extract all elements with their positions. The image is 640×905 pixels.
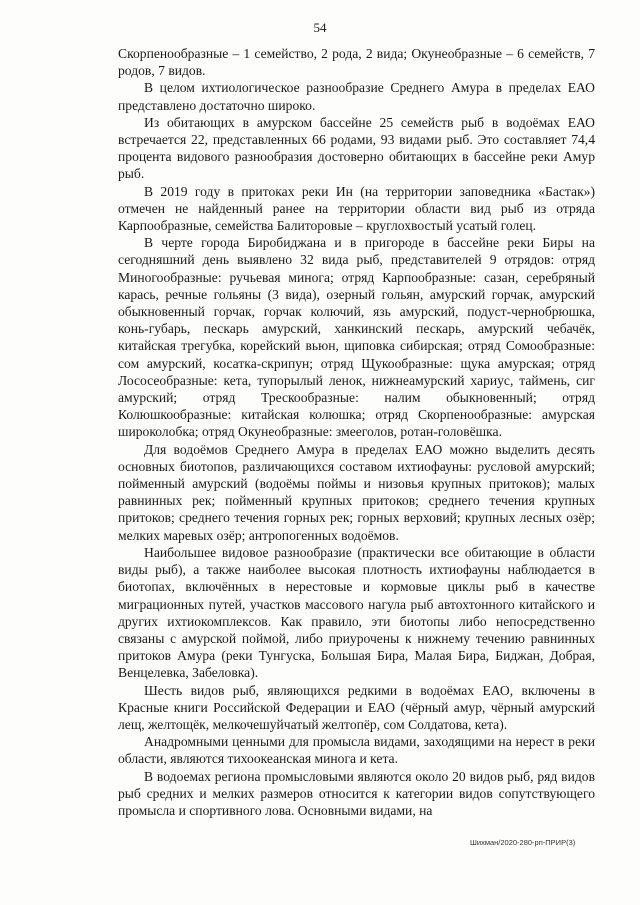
page-number: 54 (313, 20, 327, 35)
paragraph: В 2019 году в притоках реки Ин (на территории заповедника «Бастак») отмечен не найденный ранее на территории области вид рыб из отряда Карпообразные, семейства Балиторовые – круглохвостый усатый голец. (118, 183, 595, 234)
paragraph: Наибольшее видовое разнообразие (практически все обитающие в области виды рыб), а также наиболее высокая плотность ихтиофауны наблюдается в биотопах, включённых в нерестовые и кормовые циклы рыб в качестве миграционных путей, участков массового нагула рыб автохтонного китайского и других ихтиокомплексов. Как правило, эти биотопы либо непосредственно связаны с амурской поймой, либо приурочены к нижнему течению равнинных притоков Амура (реки Тунгуска, Большая Бира, Малая Бира, Биджан, Добрая, Венцелевка, Забеловка). (118, 544, 595, 681)
paragraph: Шесть видов рыб, являющихся редкими в водоёмах ЕАО, включены в Красные книги Российской Федерации и ЕАО (чёрный амур, чёрный амурский лещ, желтощёк, мелкочешуйчатый желтопёр, сом Солдатова, кета). (118, 682, 595, 732)
document-reference-code: Шихман/2020-280-рп-ПРИР(3) (470, 838, 576, 847)
paragraph: Для водоёмов Среднего Амура в пределах ЕАО можно выделить десять основных биотопов, различающихся составом ихтиофауны: русловой амурский; пойменный амурский (водоёмы поймы и низовья крупных притоков); малых равнинных рек; пойменный крупных притоков; среднего течения крупных притоков; среднего течения горных рек; горных верховий; крупных лесных озёр; мелких маревых озёр; антропогенных водоёмов. (118, 441, 595, 543)
paragraph: Скорпенообразные – 1 семейство, 2 рода, 2 вида; Окунеобразные – 6 семейств, 7 родов, 7 видов. (118, 46, 595, 79)
paragraph: Анадромными ценными для промысла видами, заходящими на нерест в реки области, являются тихоокеанская минога и кета. (118, 734, 595, 767)
paragraph: В водоемах региона промысловыми являются около 20 видов рыб, ряд видов рыб средних и мелких размеров относится к категории видов сопутствующего промысла и спортивного лова. Основными видами, на (118, 768, 595, 818)
document-body (118, 45, 595, 819)
paragraph: Из обитающих в амурском бассейне 25 семейств рыб в водоёмах ЕАО встречается 22, представленных 66 родами, 93 видами рыб. Это составляет 74,4 процента видового разнообразия достоверно обитающих в бассейне реки Амур рыб. (118, 114, 595, 182)
paragraph: В черте города Биробиджана и в пригороде в бассейне реки Биры на сегодняшний день выявлено 32 вида рыб, представителей 9 отрядов: отряд Миногообразные: ручьевая минога; отряд Карпообразные: сазан, серебряный карась, речные гольяны (3 вида), озерный гольян, амурский горчак, амурский обыкновенный горчак, горчак колючий, язь амурский, подуст-чернобрюшка, конь-губарь, пескарь амурский, ханкинский пескарь, амурский чебачёк, китайская трегубка, корейский вьюн, щиповка сибирская; отряд Сомообразные: сом амурский, косатка-скрипун; отряд Щукообразные: щука амурская; отряд Лососеобразные: кета, тупорылый ленок, нижнеамурский хариус, таймень, сиг амурский; отряд Трескообразные: налим обыкновенный; отряд Колюшкообразные: китайская колюшка; отряд Скорпенообразные: амурская широколобка; отряд Окунеобразные: змееголов, ротан-головёшка. (118, 235, 595, 440)
paragraph: В целом ихтиологическое разнообразие Среднего Амура в пределах ЕАО представлено достаточно широко. (118, 80, 595, 113)
